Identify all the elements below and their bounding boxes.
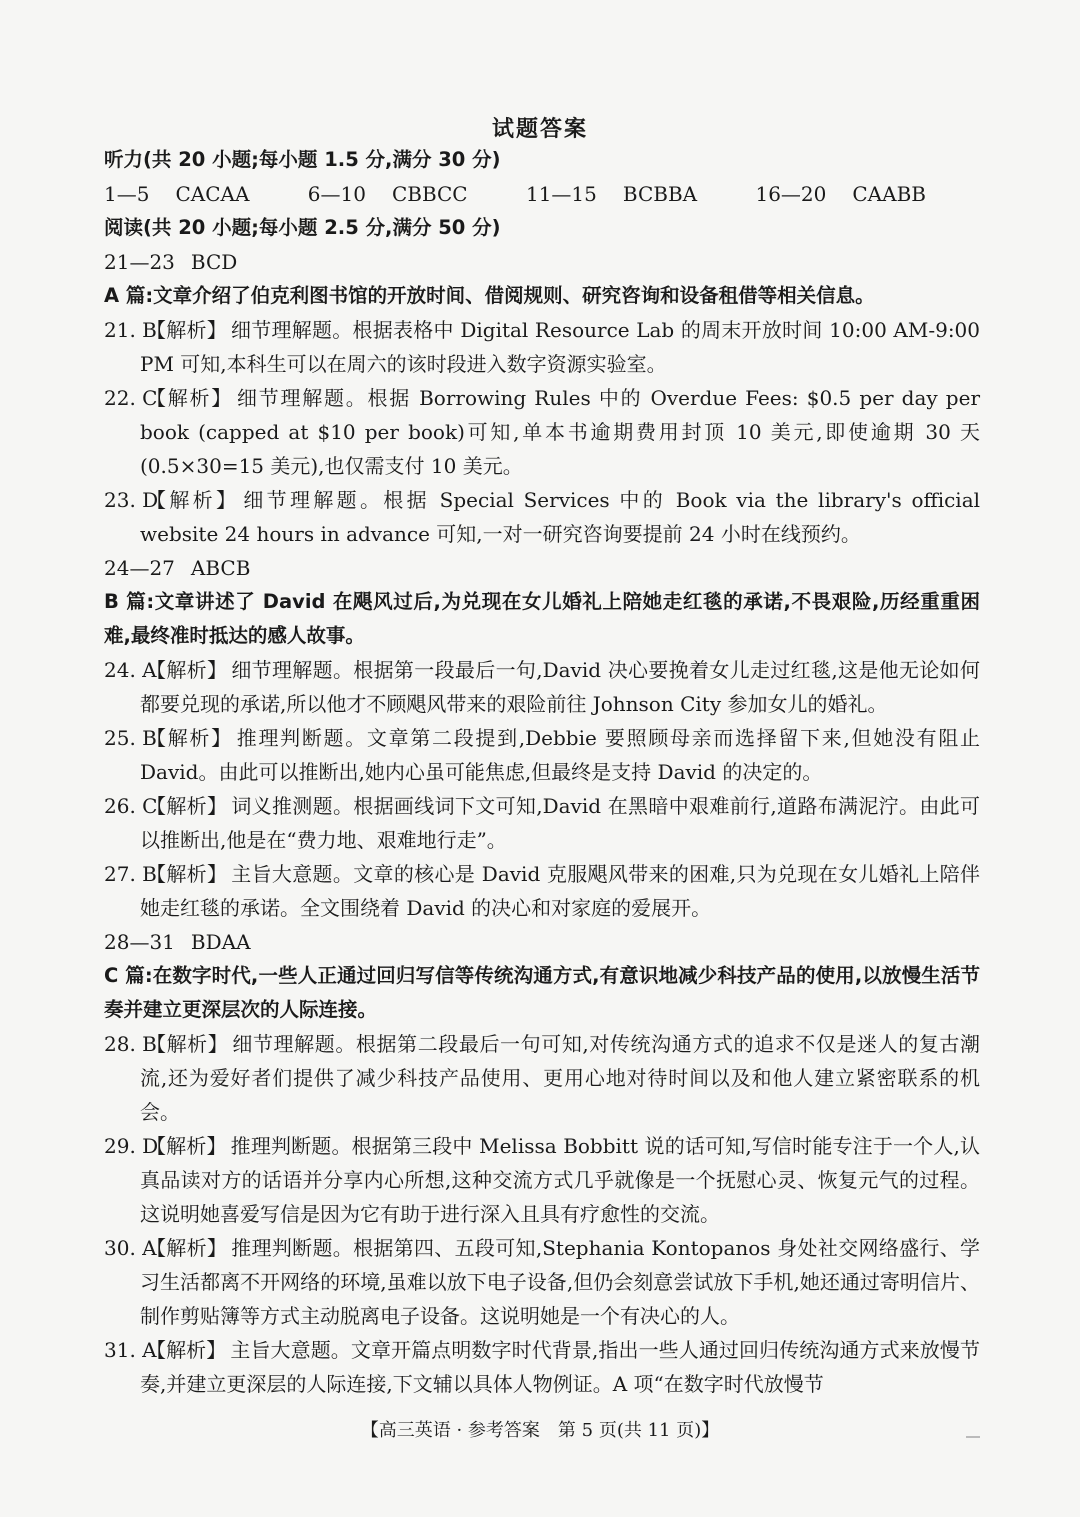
explanation-item: 28. B 【解析】 细节理解题。根据第二段最后一句可知,对传统沟通方式的追求不仅是迷人的复古潮流,还为爱好者们提供了减少科技产品使用、更用心地对待时间以及和他人建立紧密联系的机会。 bbox=[104, 1032, 981, 1124]
explanation-item: 30. A 【解析】 推理判断题。根据第四、五段可知,Stephania Kontopanos 身处社交网络盛行、学习生活都离不开网络的环境,虽难以放下电子设备,但仍会刻意尝试放下手机,她还通过寄明信片、制作剪贴簿等方式主动脱离电子设备。这说明她是一个有决心的人。 bbox=[104, 1236, 980, 1328]
listening-answers bbox=[104, 177, 980, 211]
answer-group: 6—10 CBBCC bbox=[307, 182, 468, 206]
answer-group: 11—15 BCBBA bbox=[525, 182, 698, 206]
explanation-item: 24. A 【解析】 细节理解题。根据第一段最后一句,David 决心要挽着女儿走过红毯,这是他无论如何都要兑现的承诺,所以他才不顾飓风带来的艰险前往 Johnson City 参加女儿的婚礼。 bbox=[104, 658, 980, 716]
explanation-item: 31. A 【解析】 主旨大意题。文章开篇点明数字时代背景,指出一些人通过回归传统沟通方式来放慢节奏,并建立更深层的人际连接,下文辅以具体人物例证。A 项“在数字时代放慢节 bbox=[104, 1338, 981, 1396]
explanation-item: 29. D 【解析】 推理判断题。根据第三段中 Melissa Bobbitt 说的话可知,写信时能专注于一个人,认真品读对方的话语并分享内心所想,这种交流方式几乎就像是一个抚慰心灵、恢复元气的过程。这说明她喜爱写信是因为它有助于进行深入且具有疗愈性的交流。 bbox=[104, 1134, 980, 1226]
explanation-item: 26. C 【解析】 词义推测题。根据画线词下文可知,David 在黑暗中艰难前行,道路布满泥泞。由此可以推断出,他是在“费力地、艰难地行走”。 bbox=[104, 794, 980, 852]
explanation-item: 25. B 【解析】 推理判断题。文章第二段提到,Debbie 要照顾母亲而选择留下来,但她没有阻止 David。由此可以推断出,她内心虽可能焦虑,但最终是支持 David 的决定的。 bbox=[104, 726, 981, 784]
page-footer: 【高三英语 · 参考答案 第 5 页(共 11 页)】 bbox=[360, 1420, 720, 1441]
section-c-answers: 28—31 BDAA bbox=[104, 930, 251, 954]
listening-header: 听力(共 20 小题;每小题 1.5 分,满分 30 分) bbox=[104, 148, 501, 171]
explanation-item: 27. B 【解析】 主旨大意题。文章的核心是 David 克服飓风带来的困难,只为兑现在女儿婚礼上陪伴她走红毯的承诺。全文围绕着 David 的决心和对家庭的爱展开。 bbox=[104, 862, 980, 920]
section-b-answers: 24—27 ABCB bbox=[104, 556, 251, 580]
explanation-item: 22. C 【解析】 细节理解题。根据 Borrowing Rules 中的 Overdue Fees: $0.5 per day per book (capped at $10 per book)可知,单本书逾期费用封顶 10 美元,即使逾期 30 天(0.5×30=15 美元),也仅需支付 10 美元。 bbox=[104, 386, 980, 478]
explanation-item: 21. B 【解析】 细节理解题。根据表格中 Digital Resource Lab 的周末开放时间 10:00 AM-9:00 PM 可知,本科生可以在周六的该时段进入数字资源实验室。 bbox=[104, 318, 981, 376]
answer-group: 1—5 CACAA bbox=[104, 182, 250, 206]
scan-mark bbox=[966, 1436, 980, 1438]
section-c-summary: C 篇:在数字时代,一些人正通过回归写信等传统沟通方式,有意识地减少科技产品的使用,以放慢生活节奏并建立更深层次的人际连接。 bbox=[104, 964, 980, 1021]
section-a-answers: 21—23 BCD bbox=[104, 250, 238, 274]
section-b-summary: B 篇:文章讲述了 David 在飓风过后,为兑现在女儿婚礼上陪她走红毯的承诺,不畏艰险,历经重重困难,最终准时抵达的感人故事。 bbox=[104, 590, 980, 647]
page-title: 试题答案 bbox=[491, 117, 588, 142]
answer-content bbox=[104, 143, 980, 1401]
reading-header: 阅读(共 20 小题;每小题 2.5 分,满分 50 分) bbox=[104, 216, 501, 239]
explanation-item: 23. D 【解析】 细节理解题。根据 Special Services 中的 Book via the library's official website 24 hours in advance 可知,一对一研究咨询要提前 24 小时在线预约。 bbox=[104, 488, 981, 546]
answer-group: 16—20 CAABB bbox=[755, 182, 926, 206]
section-a-summary: A 篇:文章介绍了伯克利图书馆的开放时间、借阅规则、研究咨询和设备租借等相关信息。 bbox=[104, 284, 875, 307]
